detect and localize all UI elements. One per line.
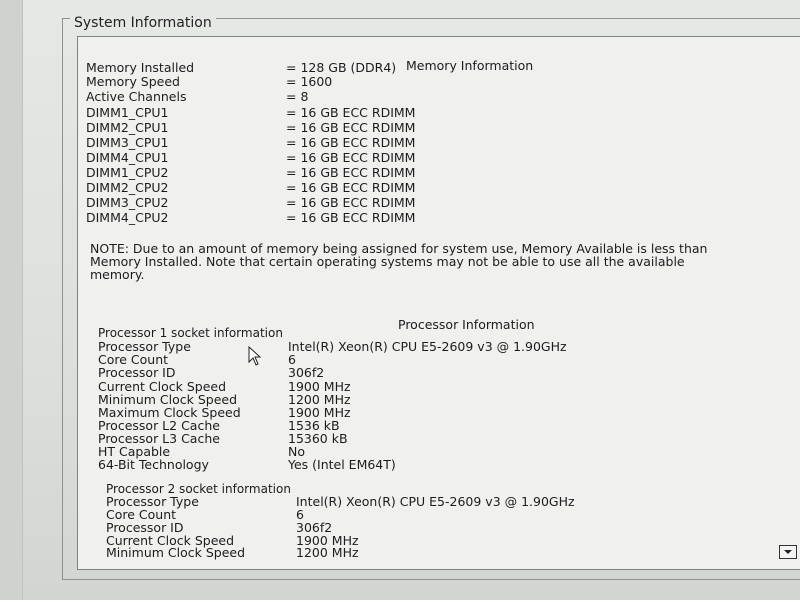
processor-row-label: Processor L3 Cache <box>98 431 220 446</box>
processor-row-label: Minimum Clock Speed <box>98 392 238 407</box>
processor-row-label: Processor Type <box>106 494 199 509</box>
memory-row-label: DIMM4_CPU1 <box>86 150 169 165</box>
memory-row-label: Memory Installed <box>86 60 195 75</box>
processor-row-value: 1536 kB <box>288 418 340 433</box>
processor1-row <box>98 340 778 354</box>
processor-row-label: Processor ID <box>106 520 184 535</box>
memory-row <box>86 166 766 180</box>
processor-row-label: Core Count <box>106 507 177 522</box>
processor-row-value: Intel(R) Xeon(R) CPU E5-2609 v3 @ 1.90GHz <box>288 339 567 354</box>
processor-row-value: 6 <box>288 352 296 367</box>
memory-row-value: = 16 GB ECC RDIMM <box>286 165 416 180</box>
processor1-row <box>98 366 778 380</box>
processor-row-label: Current Clock Speed <box>106 533 235 548</box>
memory-row <box>86 58 766 75</box>
processor1-row <box>98 458 778 472</box>
processor2-row <box>106 546 786 560</box>
memory-row <box>86 106 766 120</box>
processor2-socket-title: Processor 2 socket information <box>106 482 291 496</box>
memory-row-value: = 128 GB (DDR4) <box>286 60 397 75</box>
processor-row-label: Maximum Clock Speed <box>98 405 241 420</box>
processor-row-value: Intel(R) Xeon(R) CPU E5-2609 v3 @ 1.90GHz <box>296 494 575 509</box>
memory-row <box>86 75 766 89</box>
processor-row-value: 1200 MHz <box>288 392 351 407</box>
memory-note: NOTE: Due to an amount of memory being assigned for system use, Memory Available is less than Memory Installed. Note that certain operating systems may not be able to use all the available memory. <box>90 241 708 282</box>
memory-row-label: Active Channels <box>86 89 187 104</box>
memory-row-value: = 16 GB ECC RDIMM <box>286 120 416 135</box>
processor-row-value: 1900 MHz <box>296 533 359 548</box>
processor-row-value: No <box>288 444 305 459</box>
mouse-pointer-icon <box>248 346 262 366</box>
memory-row-value: = 16 GB ECC RDIMM <box>286 150 416 165</box>
processor-row-label: 64-Bit Technology <box>98 457 209 472</box>
processor-row-value: 306f2 <box>288 365 325 380</box>
processor2-row <box>106 508 786 522</box>
memory-row-value: = 1600 <box>286 74 333 89</box>
memory-row-label: DIMM2_CPU1 <box>86 120 169 135</box>
memory-row <box>86 121 766 135</box>
processor-row-label: Core Count <box>98 352 169 367</box>
memory-row-label: DIMM2_CPU2 <box>86 180 169 195</box>
processor-row-label: Minimum Clock Speed <box>106 545 246 560</box>
memory-row-label: DIMM3_CPU2 <box>86 195 169 210</box>
processor2-row <box>106 495 786 509</box>
memory-row-value: = 16 GB ECC RDIMM <box>286 105 416 120</box>
processor1-socket-title: Processor 1 socket information <box>98 326 283 340</box>
processor1-row <box>98 353 778 367</box>
processor-info-title: Processor Information <box>398 317 535 332</box>
system-information-panel[interactable] <box>77 36 800 570</box>
processor-row-label: Processor ID <box>98 365 176 380</box>
memory-row-value: = 16 GB ECC RDIMM <box>286 210 416 225</box>
scroll-down-button[interactable] <box>779 545 797 559</box>
processor-row-label: HT Capable <box>98 444 171 459</box>
left-edge <box>0 0 23 600</box>
processor1-row <box>98 432 778 446</box>
processor-row-value: 15360 kB <box>288 431 348 446</box>
processor-row-label: Processor Type <box>98 339 191 354</box>
panel-content <box>78 37 800 569</box>
processor-row-label: Current Clock Speed <box>98 379 227 394</box>
memory-row-label: DIMM4_CPU2 <box>86 210 169 225</box>
memory-row-label: Memory Speed <box>86 74 180 89</box>
memory-row-value: = 16 GB ECC RDIMM <box>286 195 416 210</box>
memory-row <box>86 136 766 150</box>
memory-row-label: DIMM1_CPU2 <box>86 165 169 180</box>
processor-row-value: 6 <box>296 507 304 522</box>
processor-row-value: 1900 MHz <box>288 405 351 420</box>
memory-info-title: Memory Information <box>406 58 534 73</box>
memory-row <box>86 196 766 210</box>
memory-row <box>86 211 766 225</box>
processor-row-value: 306f2 <box>296 520 333 535</box>
memory-row-label: DIMM3_CPU1 <box>86 135 169 150</box>
memory-row-value: = 16 GB ECC RDIMM <box>286 180 416 195</box>
processor-row-value: 1900 MHz <box>288 379 351 394</box>
processor-row-value: 1200 MHz <box>296 545 359 560</box>
memory-row <box>86 181 766 195</box>
memory-row-label: DIMM1_CPU1 <box>86 105 169 120</box>
scroll-down-arrow-icon <box>783 549 793 555</box>
processor-row-value: Yes (Intel EM64T) <box>288 457 396 472</box>
memory-row-value: = 16 GB ECC RDIMM <box>286 135 416 150</box>
memory-row-value: = 8 <box>286 89 309 104</box>
group-title: System Information <box>70 15 216 31</box>
memory-row <box>86 151 766 165</box>
memory-row <box>86 90 766 104</box>
processor-row-label: Processor L2 Cache <box>98 418 220 433</box>
